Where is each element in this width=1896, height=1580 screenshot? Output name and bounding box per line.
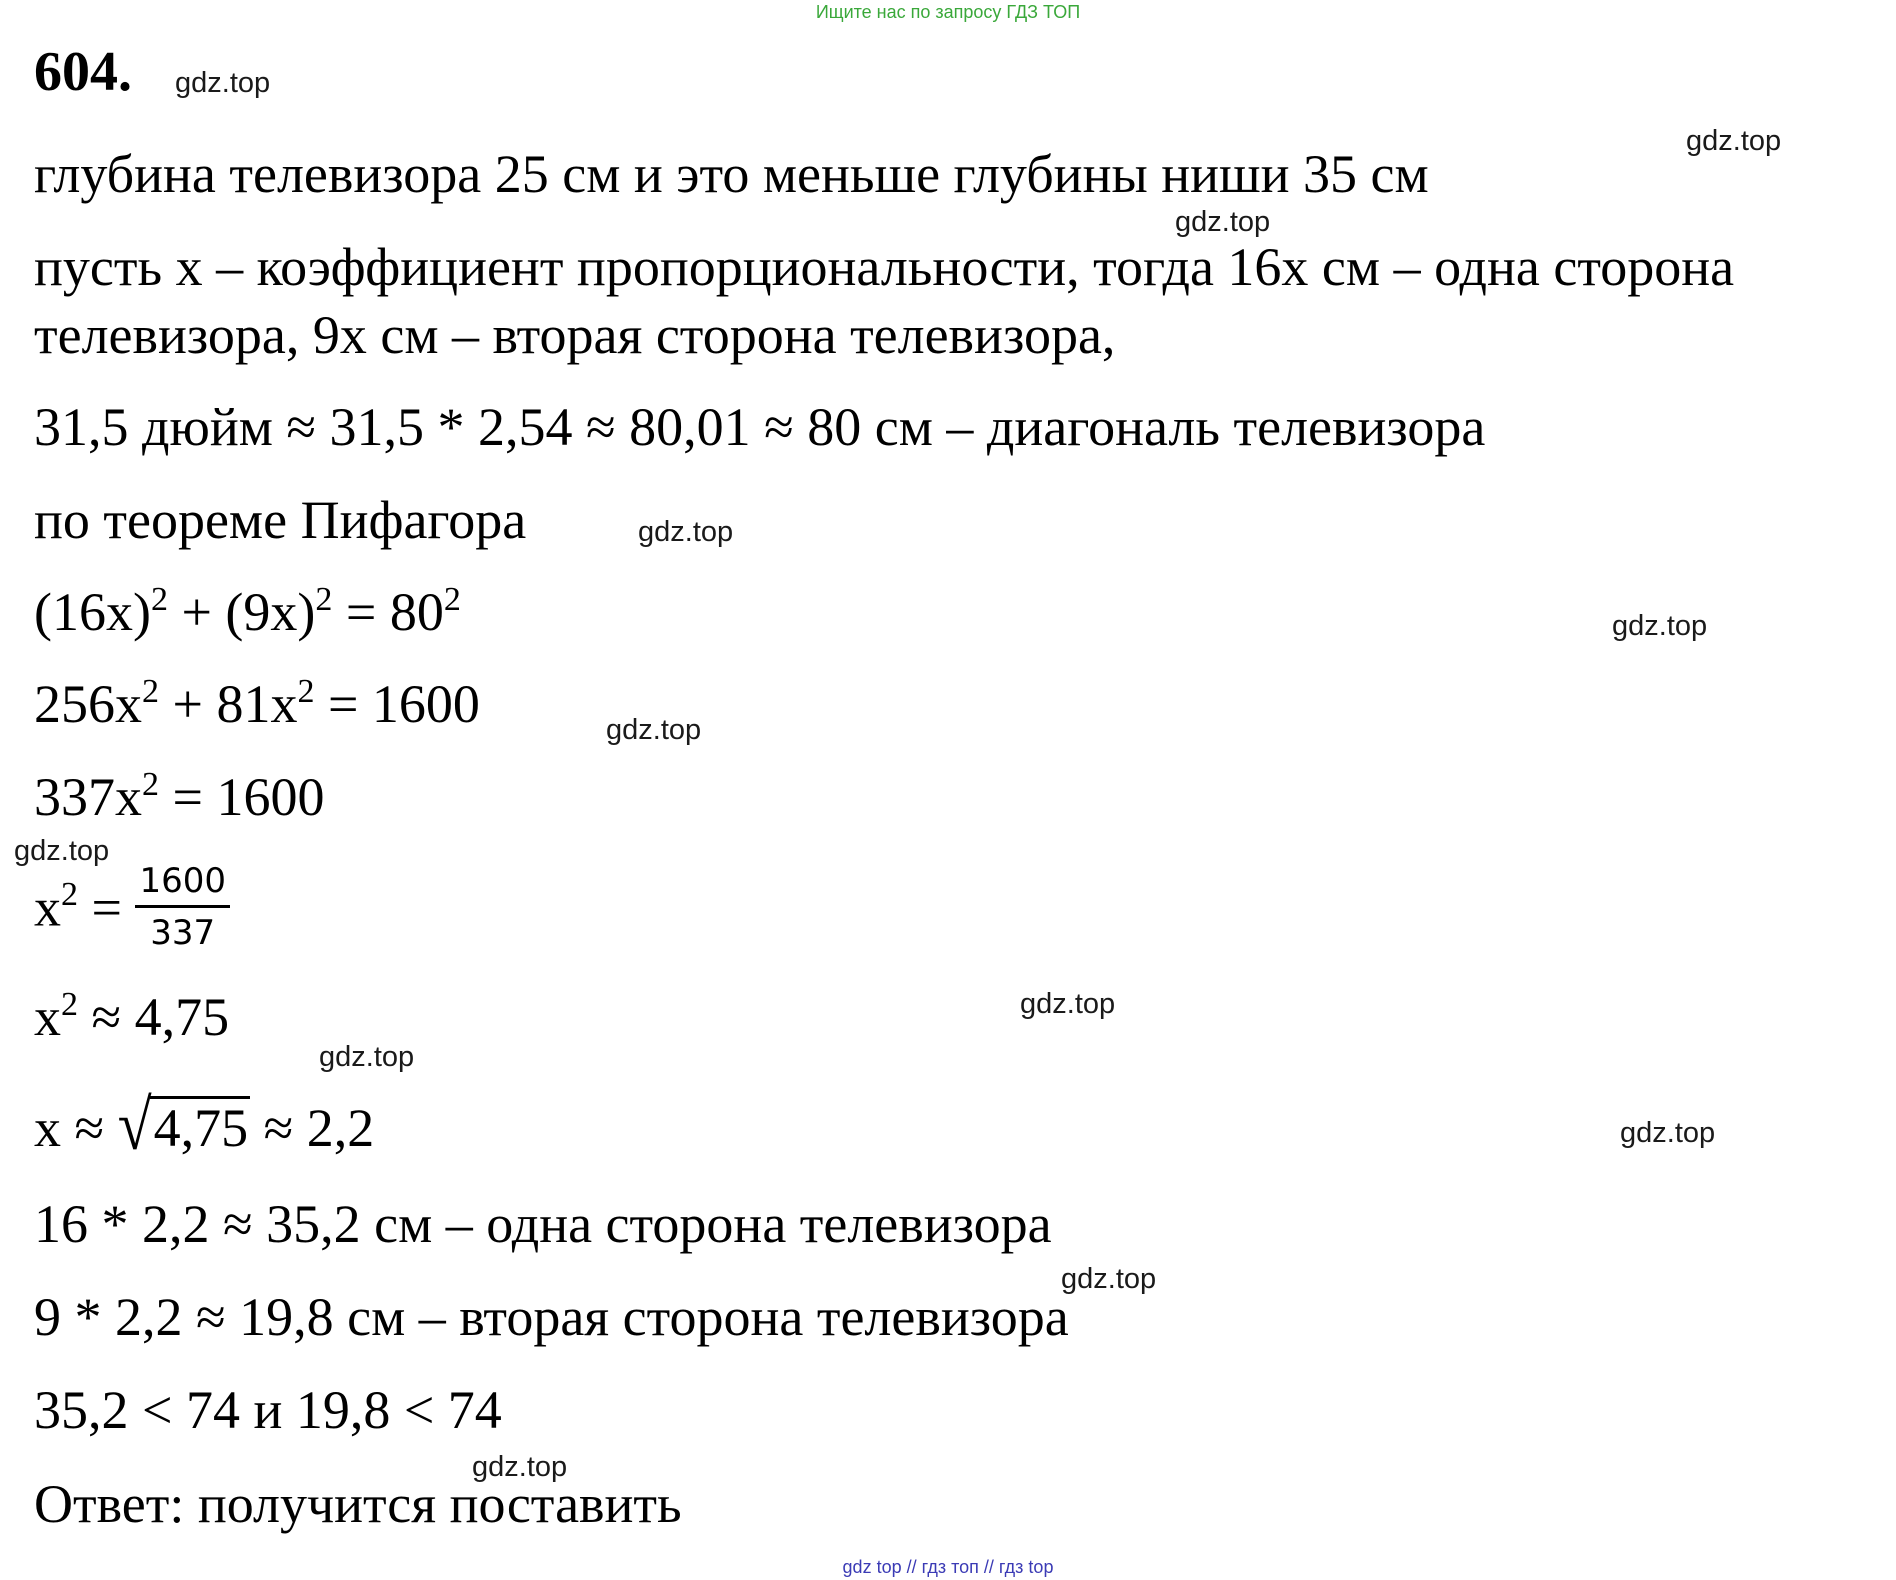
radicand: 4,75 [150,1096,251,1155]
watermark: gdz.top [1061,1263,1157,1295]
equation-approx [34,986,230,1047]
equation-term: x ≈ [34,1098,118,1158]
watermark: gdz.top [1620,1117,1716,1149]
solution-line-2: пусть x – коэффициент пропорциональности, тогда 16x см – одна сторона [34,237,1735,297]
watermark: gdz.top [1612,610,1708,642]
equation-term: + 81x [159,674,298,734]
solution-line-4: 31,5 дюйм ≈ 31,5 * 2,54 ≈ 80,01 ≈ 80 см – диагональ телевизора [34,397,1486,457]
exponent: 2 [315,581,333,618]
equation-term: = [78,877,136,938]
equation-term: x [34,877,61,938]
solution-line-compare: 35,2 < 74 и 19,8 < 74 [34,1380,502,1440]
equation-term: ≈ 4,75 [78,987,230,1047]
watermark: gdz.top [14,835,110,867]
solution-line-side-1: 16 * 2,2 ≈ 35,2 см – одна сторона телевизора [34,1194,1052,1254]
answer-line: Ответ: получится поставить [34,1474,682,1534]
watermark: gdz.top [319,1041,415,1073]
equation-combined [34,766,325,827]
equation-pythagoras [34,581,461,642]
problem-number: 604. [34,41,132,103]
watermark: gdz.top [1686,125,1782,157]
solution-line-5: по теореме Пифагора [34,490,527,550]
solution-line-3: телевизора, 9x см – вторая сторона телевизора, [34,305,1116,365]
watermark: gdz.top [175,67,271,99]
equation-term: = 1600 [314,674,480,734]
equation-term: + (9x) [167,582,316,642]
top-banner: Ищите нас по запросу ГДЗ ТОП [815,2,1081,22]
equation-fraction [34,861,230,960]
equation-term: ≈ 2,2 [250,1098,375,1158]
exponent: 2 [61,986,78,1023]
equation-term: x [34,987,61,1047]
exponent: 2 [142,673,159,710]
exponent: 2 [61,876,78,914]
equation-root [34,1086,375,1166]
exponent: 2 [150,581,168,618]
solution-line-side-2: 9 * 2,2 ≈ 19,8 см – вторая сторона телевизора [34,1287,1069,1347]
fraction-numerator: 1600 [135,860,230,908]
equation-term: 256x [34,674,142,734]
watermark: gdz.top [472,1451,568,1483]
exponent: 2 [297,673,315,710]
exponent: 2 [443,581,461,618]
footer-watermark: gdz top // гдз топ // гдз top [842,1557,1054,1577]
equation-expanded [34,673,480,734]
watermark: gdz.top [606,714,702,746]
radical-sign-icon: √ [117,1086,152,1166]
fraction-denominator: 337 [150,912,216,953]
exponent: 2 [142,766,159,803]
watermark: gdz.top [638,516,734,548]
equation-term: = 80 [332,582,444,642]
fraction [135,860,230,954]
equation-term: (16x) [34,582,151,642]
equation-term: 337x [34,767,142,827]
equation-term: = 1600 [159,767,325,827]
solution-line-1: глубина телевизора 25 см и это меньше глубины ниши 35 см [34,144,1429,204]
watermark: gdz.top [1175,206,1271,238]
watermark: gdz.top [1020,988,1116,1020]
